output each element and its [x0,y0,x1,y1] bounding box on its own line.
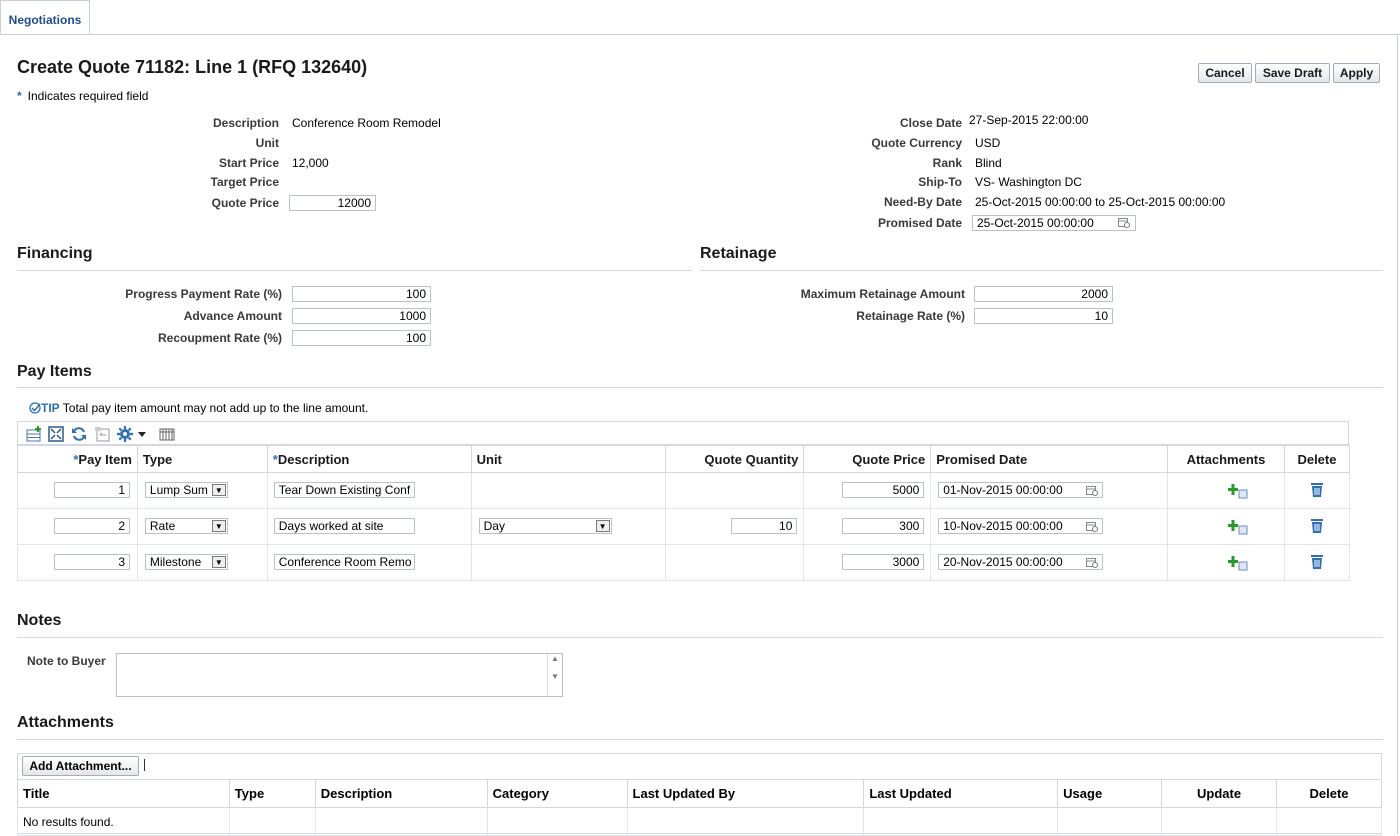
type-select[interactable] [145,554,228,570]
gear-icon[interactable] [117,426,133,442]
promised-date-input[interactable]: 20-Nov-2015 00:00:00 [938,554,1103,570]
table-row [18,473,1350,509]
apply-button[interactable]: Apply [1333,63,1380,83]
recoupment-rate-label: Recoupment Rate (%) [157,331,282,345]
col-type: Type [229,780,315,808]
col-category: Category [487,780,627,808]
columns-icon[interactable] [159,426,175,442]
notes-divider [17,637,1383,638]
type-select[interactable] [145,482,228,498]
add-attachment-icon[interactable] [1228,483,1248,499]
tip-check-icon [29,402,41,414]
col-type: Type [137,446,267,473]
progress-rate-label: Progress Payment Rate (%) [125,287,282,301]
trash-icon[interactable] [1310,482,1324,498]
empty-message: No results found. [18,808,230,836]
pay-items-divider [17,387,1383,388]
required-star: * [17,89,22,103]
close-date-value: 27-Sep-2015 22:00:00 [969,113,1089,127]
add-attachment-icon[interactable] [1228,519,1248,535]
retainage-rate-label: Retainage Rate (%) [856,309,965,323]
chevron-down-icon[interactable]: ▼ [212,484,226,496]
textarea-scrollbar[interactable]: ▲ ▼ [547,654,562,696]
promised-date-value: 25-Oct-2015 00:00:00 [977,216,1094,230]
attachments-divider [17,739,1383,740]
chevron-down-icon[interactable] [137,426,147,442]
tab-negotiations[interactable]: Negotiations [0,0,90,34]
toolbar-separator [144,759,145,771]
advance-amount-input[interactable]: 1000 [292,308,431,324]
recoupment-rate-input[interactable]: 100 [292,330,431,346]
description-value: Conference Room Remodel [292,116,441,130]
description-input[interactable]: Days worked at site [274,518,415,534]
detach-icon[interactable] [48,426,64,442]
page-border [1397,34,1398,834]
pay-items-header-row [18,446,1350,473]
pay-items-table [17,445,1350,581]
col-usage: Usage [1058,780,1162,808]
type-select[interactable] [145,518,228,534]
add-row-icon[interactable] [26,426,42,442]
currency-value: USD [975,136,1001,150]
add-attachment-button[interactable]: Add Attachment... [22,756,139,776]
start-price-value: 12,000 [292,156,329,170]
col-unit: Unit [471,446,666,473]
tab-bar [0,0,1400,35]
table-row [18,808,1382,836]
calendar-icon[interactable] [1086,485,1098,496]
promised-date-label: Promised Date [877,216,962,230]
col-last-updated: Last Updated [864,780,1058,808]
attachments-header-row [18,780,1382,808]
retainage-rate-input[interactable]: 10 [974,308,1113,324]
retainage-divider [700,270,1383,271]
quote-price-input[interactable]: 12000 [289,195,376,211]
rank-value: Blind [975,156,1002,170]
tip-text: Total pay item amount may not add up to the line amount. [62,401,369,415]
ship-to-value: VS- Washington DC [975,175,1082,189]
col-quote-quantity: Quote Quantity [666,446,804,473]
calendar-icon[interactable] [1118,217,1130,228]
pay-items-toolbar [17,421,1349,445]
pay-items-heading: Pay Items [17,363,92,380]
chevron-down-icon[interactable]: ▼ [596,520,610,532]
required-note [17,89,148,103]
col-description: *Description [267,446,471,473]
start-price-label: Start Price [218,156,279,170]
tip-message [29,401,368,415]
col-update: Update [1162,780,1277,808]
unit-label: Unit [255,136,279,150]
pay-item-input[interactable]: 1 [54,482,130,498]
need-by-value: 25-Oct-2015 00:00:00 to 25-Oct-2015 00:00:00 [975,195,1226,209]
financing-divider [17,270,692,271]
type-select-value: Milestone [149,555,202,569]
chevron-down-icon[interactable]: ▼ [212,520,226,532]
advance-amount-label: Advance Amount [183,309,282,323]
attachments-table [17,779,1382,836]
quote-price-input[interactable]: 300 [842,518,924,534]
trash-icon[interactable] [1310,554,1324,570]
promised-date-input[interactable] [972,215,1136,231]
col-quote-price: Quote Price [804,446,931,473]
retainage-heading: Retainage [700,245,777,262]
quote-price-label: Quote Price [211,196,279,210]
quote-price-input[interactable]: 3000 [842,554,924,570]
close-date-label: Close Date [899,116,962,130]
promised-date-input[interactable]: 10-Nov-2015 00:00:00 [938,518,1103,534]
col-delete: Delete [1277,780,1382,808]
tip-label: TIP [41,401,60,415]
type-select-value: Lump Sum [149,483,208,497]
max-retainage-label: Maximum Retainage Amount [800,287,965,301]
quote-price-input[interactable]: 5000 [842,482,924,498]
description-input[interactable]: Conference Room Remo [274,554,415,570]
col-pay-item: *Pay Item [18,446,138,473]
revert-icon[interactable] [94,426,110,442]
col-promised-date: Promised Date [931,446,1168,473]
progress-rate-input[interactable]: 100 [292,286,431,302]
note-to-buyer-textarea[interactable] [116,653,563,697]
unit-select[interactable] [479,518,612,534]
required-note-text: Indicates required field [27,89,149,103]
attachments-heading: Attachments [17,714,114,731]
save-draft-button[interactable]: Save Draft [1255,63,1330,83]
max-retainage-input[interactable]: 2000 [974,286,1113,302]
type-select-value: Rate [149,519,176,533]
unit-select-value: Day [483,519,505,533]
pay-item-input[interactable]: 3 [54,554,130,570]
rank-label: Rank [932,156,962,170]
financing-heading: Financing [17,245,93,262]
target-price-label: Target Price [210,175,279,189]
cancel-button[interactable]: Cancel [1198,63,1252,83]
page-title: Create Quote 71182: Line 1 (RFQ 132640) [17,57,368,77]
note-to-buyer-label: Note to Buyer [27,654,106,668]
ship-to-label: Ship-To [918,175,962,189]
refresh-icon[interactable] [71,426,87,442]
need-by-label: Need-By Date [883,195,962,209]
calendar-icon[interactable] [1086,521,1098,532]
promised-date-input[interactable]: 01-Nov-2015 00:00:00 [938,482,1103,498]
table-row [18,545,1350,581]
chevron-down-icon[interactable]: ▼ [212,556,226,568]
description-input[interactable]: Tear Down Existing Conf [274,482,415,498]
col-delete: Delete [1284,446,1349,473]
col-attachments: Attachments [1167,446,1284,473]
notes-heading: Notes [17,612,62,629]
col-last-updated-by: Last Updated By [627,780,864,808]
pay-item-input[interactable]: 2 [54,518,130,534]
col-description: Description [315,780,487,808]
trash-icon[interactable] [1310,518,1324,534]
quantity-input[interactable]: 10 [731,518,797,534]
table-row [18,509,1350,545]
currency-label: Quote Currency [871,136,962,150]
add-attachment-icon[interactable] [1228,555,1248,571]
description-label: Description [212,116,279,130]
col-title: Title [18,780,230,808]
calendar-icon[interactable] [1086,557,1098,568]
